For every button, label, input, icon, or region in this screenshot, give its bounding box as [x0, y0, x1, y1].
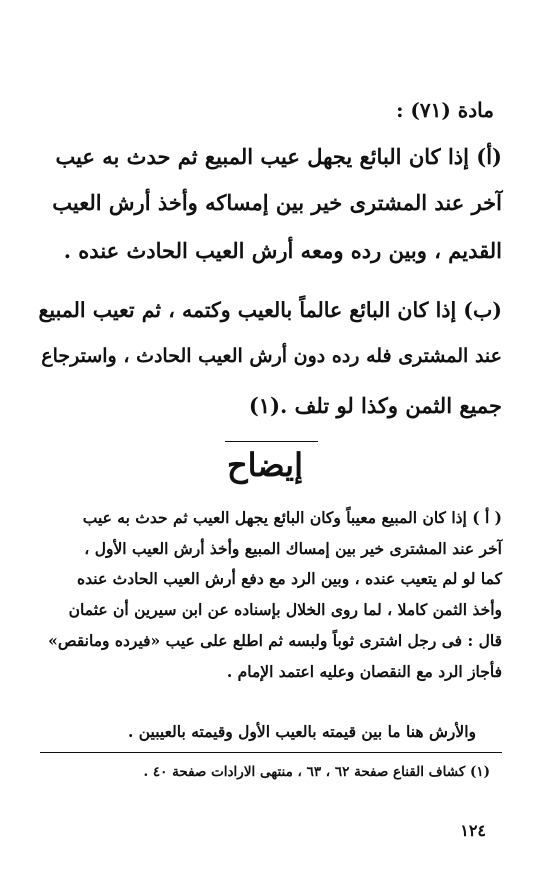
footnote: (١) كشاف القناع صفحة ٦٢ ، ٦٣ ، منتهى الارادات صفحة ٤٠ . [143, 764, 490, 780]
article-line-1: (أ) إذا كان البائع يجهل عيب المبيع ثم حدث به عيب [55, 144, 502, 169]
article-line-3: القديم ، وبين رده ومعه أرش العيب الحادث عنده . [63, 238, 502, 263]
article-line-5: عند المشترى فله رده دون أرش العيب الحادث ، واسترجاع [41, 345, 502, 367]
explanation-line-3: كما لو لم يتعيب عنده ، وبين الرد مع دفع أرش العيب الحادث عنده [77, 569, 502, 588]
explanation-title: إيضاح [227, 446, 303, 484]
page-number: ١٢٤ [460, 821, 486, 840]
title-rule [225, 441, 318, 442]
explanation-line-6: فأجاز الرد مع النقصان وعليه اعتمد الإمام . [226, 662, 502, 681]
article-line-2: آخر عند المشترى خير بين إمساكه وأخذ أرش العيب [52, 190, 502, 215]
article-line-6: جميع الثمن وكذا لو تلف .(١) [248, 393, 502, 418]
explanation-line-7: والأرش هنا ما بين قيمته بالعيب الأول وقيمته بالعيبين . [127, 722, 476, 741]
article-heading: مادة (٧١) : [396, 98, 494, 122]
article-line-4: (ب) إذا كان البائع عالماً بالعيب وكتمه ، ثم تعيب المبيع [38, 298, 502, 322]
explanation-line-2: آخر عند المشترى خير بين إمساك المبيع وأخذ أرش العيب الأول ، [84, 539, 502, 558]
footnote-rule [40, 752, 502, 753]
explanation-title-block [180, 440, 350, 488]
explanation-line-1: ( أ ) إذا كان المبيع معيباً وكان البائع يجهل العيب ثم حدث به عيب [82, 508, 502, 527]
explanation-line-5: قال : فى رجل اشترى ثوباً ولبسه ثم اطلع على عيب «فيرده ومانقص» [48, 631, 502, 650]
explanation-line-4: وأخذ الثمن كاملا ، لما روى الخلال بإسناده عن ابن سيرين أن عثمان [68, 600, 502, 619]
